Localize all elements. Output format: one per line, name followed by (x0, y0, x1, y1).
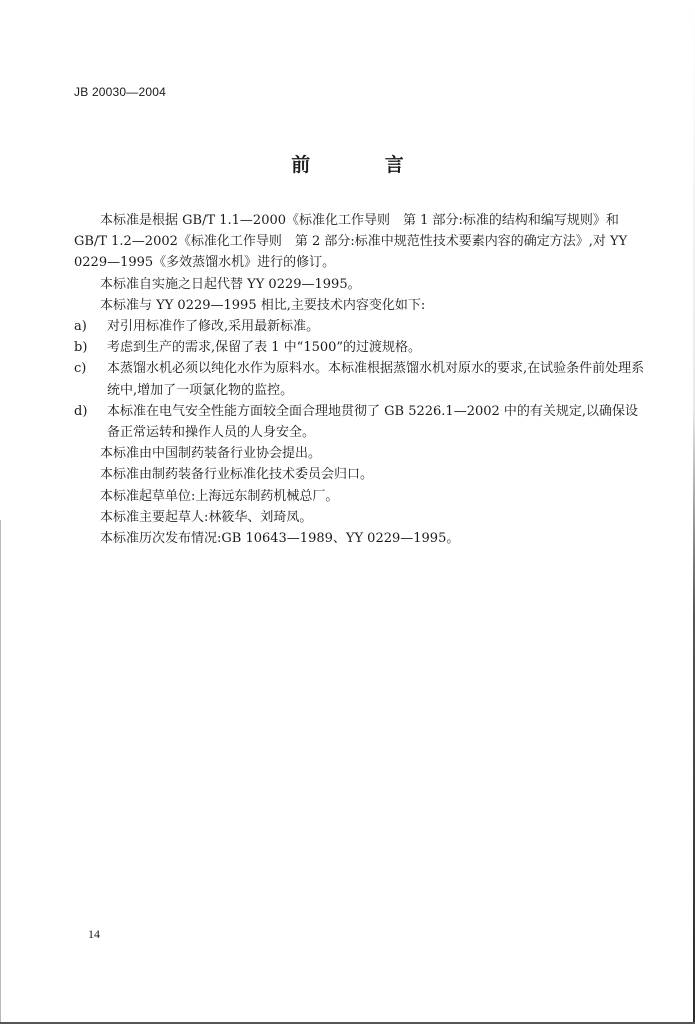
list-item-text: 考虑到生产的需求,保留了表 1 中“1500”的过渡规格。 (107, 340, 422, 356)
paragraph-responsible-committee: 本标准由制药装备行业标准化技术委员会归口。 (100, 467, 374, 483)
change-item-d (74, 401, 646, 443)
paragraph-drafting-unit: 本标准起草单位:上海远东制药机械总厂。 (100, 488, 339, 504)
paragraph-proposer: 本标准由中国制药装备行业协会提出。 (100, 446, 322, 462)
paragraph-revision-basis: 本标准是根据 GB/T 1.1—2000《标准化工作导则 第 1 部分:标准的结构和编写规则》和 GB/T 1.2—2002《标准化工作导则 第 2 部分:标准中规范性技术要素内容的确定方法》,对 YY 0229—1995《多效蒸馏水机》进行的修订。 (74, 213, 628, 271)
list-item-text: 本蒸馏水机必须以纯化水作为原料水。本标准根据蒸馏水机对原水的要求,在试验条件前处理系统中,增加了一项氯化物的监控。 (107, 361, 645, 398)
change-item-b (74, 337, 646, 358)
paragraph-replacement: 本标准自实施之日起代替 YY 0229—1995。 (100, 276, 361, 292)
paragraph-drafters: 本标准主要起草人:林筱华、刘琦凤。 (100, 509, 313, 525)
paragraph-release-history: 本标准历次发布情况:GB 10643—1989、YY 0229—1995。 (100, 531, 460, 547)
list-marker: c) (74, 361, 87, 377)
change-item-c (74, 358, 646, 400)
list-marker: b) (74, 340, 88, 356)
page-title: 前 言 (291, 154, 438, 176)
paragraph-changes-intro: 本标准与 YY 0229—1995 相比,主要技术内容变化如下: (100, 297, 426, 313)
foreword-body (74, 210, 646, 549)
page-number: 14 (88, 927, 100, 941)
list-marker: d) (74, 403, 88, 419)
change-item-a (74, 316, 646, 337)
standard-code: JB 20030—2004 (74, 85, 167, 99)
list-item-text: 本标准在电气安全性能方面较全面合理地贯彻了 GB 5226.1—2002 中的有关规定,以确保设备正常运转和操作人员的人身安全。 (107, 403, 639, 441)
scan-edge-left (0, 520, 1, 1024)
list-marker: a) (74, 319, 87, 335)
list-item-text: 对引用标准作了修改,采用最新标准。 (107, 319, 320, 335)
